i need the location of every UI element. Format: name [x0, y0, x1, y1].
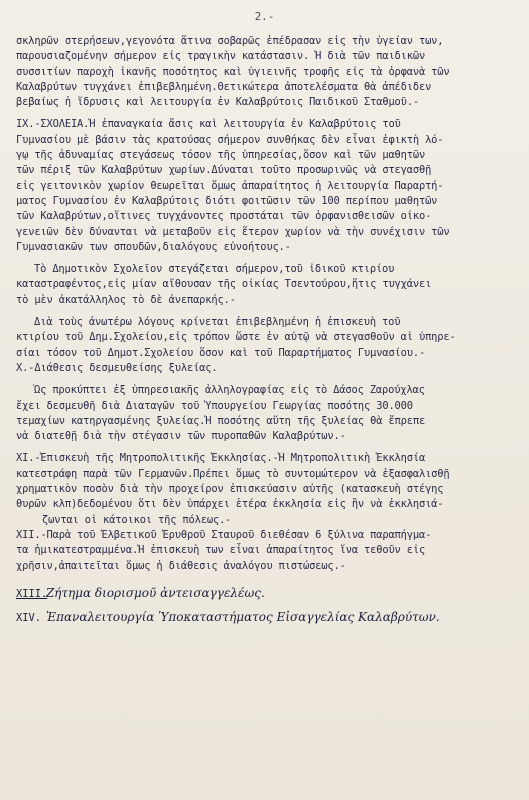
text-line: Διὰ τοὺς ἀνωτέρω λόγους κρίνεται ἐπιβεβλημένη ἡ ἐπισκευὴ τοῦ: [34, 316, 401, 329]
text-line: Τὸ Δημοτικὸν Σχολεῖον στεγάζεται σήμερον,τοῦ ἰδικοῦ κτιρίου: [34, 263, 395, 276]
text-line: τῶν Καλαβρύτων,οἵτινες τυγχάνοντες προστάται τῶν ὀρφανισθεισῶν οἰκο-: [16, 210, 432, 223]
handwritten-text: Ἐπαναλειτουργία Ὑποκαταστήματος Εἰσαγγελίας Καλαβρύτων.: [45, 609, 440, 624]
handwritten-item-14: [16, 605, 522, 629]
text-line: κατεστράφη παρὰ τῶν Γερμανῶν.Πρέπει ὅμως τὸ συντομώτερον νὰ ἐξασφαλισθῇ: [16, 467, 450, 480]
text-line: τὸ μὲν ἀκατάλληλος τὸ δὲ ἀνεπαρκής.-: [16, 293, 236, 306]
handwritten-number: XIII.: [16, 587, 48, 600]
section-heading-timber: X.-Διάθεσις δεσμευθείσης ξυλείας.: [16, 361, 218, 374]
text-line: βεβαίως ἡ ἵδρυσις καὶ λειτουργία ἐν Καλαβρύτοις Παιδικοῦ Σταθμοῦ.-: [16, 96, 419, 109]
text-line: Ὡς προκύπτει ἐξ ὑπηρεσιακῆς ἀλληλογραφίας εἰς τὸ Δάσος Ζαρούχλας: [34, 384, 425, 397]
text-line: εἰς γειτονικὸν χωρίον θεωρεῖται ὅμως ἀπαραίτητος ἡ λειτουργία Παραρτή-: [16, 179, 444, 192]
text-line: παρουσιαζομένην σήμερον εἰς τραγικὴν κατάστασιν. Ἡ διὰ τῶν παιδικῶν: [16, 50, 426, 63]
text-line: Γυμνασιακῶν των σπουδῶν,διαλόγους εὐνοήτους.-: [16, 240, 291, 253]
text-line: τῶν πέριξ τῶν Καλαβρύτων χωρίων.Δύναται τοῦτο προσωρινῶς νὰ στεγασθῇ: [16, 164, 432, 177]
text-line: σίαι τόσον τοῦ Δημοτ.Σχολείου ὅσον καὶ τοῦ Παραρτήματος Γυμνασίου.-: [16, 346, 426, 359]
handwritten-text: Ζήτημα διορισμοῦ ἀντεισαγγελέως.: [45, 585, 265, 600]
text-line: ἔχει δεσμευθῆ διὰ Διαταγῶν τοῦ Ὑπουργείου Γεωργίας ποσότης 30.000: [16, 399, 413, 412]
text-line: τεμαχίων κατηργασμένης ξυλείας.Ἡ ποσότης αὕτη τῆς ξυλείας θὰ ἔπρεπε: [16, 414, 426, 427]
text-line: κτιρίου τοῦ Δημ.Σχολείου,εἰς τρόπον ὥστε ἐν αὐτῷ νὰ στεγασθοῦν αἱ ὑπηρε-: [16, 331, 456, 344]
text-line: γενειῶν δὲν δύνανται νὰ μεταβοῦν εἰς ἕτερον χωρίον νὰ τὴν συνέχισιν τῶν: [16, 225, 450, 238]
handwritten-item-13: [16, 581, 522, 605]
text-line: θυρῶν κλπ)δεδομένου ὅτι δὲν ὑπάρχει ἑτέρα ἐκκλησία εἰς ἣν νὰ ἐκκλησιά-: [16, 498, 444, 511]
text-line: χρηματικὸν ποσὸν διὰ τὴν προχείρον ἐπισκεύασιν αὐτῆς (κατασκευὴ στέγης: [16, 483, 444, 496]
text-line: ματος Γυμνασίου ἐν Καλαβρύτοις διότι φοιτῶσιν τῶν 100 περίπου μαθητῶν: [16, 194, 438, 207]
section-heading-red-cross: XII.-Παρὰ τοῦ Ἑλβετικοῦ Ἐρυθροῦ Σταυροῦ διεθέσαν 6 ξύλινα παραπήγμα-: [16, 528, 432, 541]
text-line: καταστραφέντος,εἰς μίαν αἴθουσαν τῆς οἰκίας Τσεντούρου,ἥτις τυγχάνει: [16, 278, 432, 291]
text-line: Γυμνασίου μὲ βάσιν τὰς κρατούσας σήμερον συνθήκας δὲν εἶναι ἐφικτὴ λό-: [16, 133, 444, 146]
text-line: σκληρῶν στερήσεων,γεγονότα ἅτινα σοβαρῶς ἐπέδρασαν εἰς τὴν ὑγείαν των,: [16, 35, 444, 47]
handwritten-number: XIV.: [16, 611, 42, 624]
text-line: συσσιτίων παροχὴ ἱκανῆς ποσότητος καὶ ὑγιεινῆς τροφῆς εἰς τὰ ὀρφανὰ τῶν: [16, 65, 450, 78]
section-heading-schools: IX.-ΣΧΟΛΕΙΑ.Ἡ ἐπαναγκαία ἄσις καὶ λειτουργία ἐν Καλαβρύτοις τοῦ: [16, 118, 401, 131]
text-line: χρῆσιν,ἀπαιτεῖται ὅμως ἡ διάθεσις ἀναλόγου πιστώσεως.-: [16, 559, 346, 572]
page-number: 2.-: [254, 10, 275, 23]
text-line: τα ἡμικατεστραμμένα.Ἡ ἐπισκευὴ των εἶναι ἀπαραίτητος ἵνα τεθοῦν εἰς: [16, 544, 426, 557]
text-line: νὰ διατεθῇ διὰ τὴν στέγασιν τῶν πυροπαθῶν Καλαβρύτων.-: [16, 430, 346, 443]
typewritten-text: [16, 34, 522, 629]
text-line: Καλαβρύτων τυγχάνει ἐπιβεβλημένη.Θετικώτερα ἀποτελέσματα θὰ ἀπέδιδεν: [16, 80, 432, 93]
section-heading-church: XI.-Ἐπισκευὴ τῆς Μητροπολιτικῆς Ἐκκλησίας.-Ἡ Μητροπολιτικὴ Ἐκκλησία: [16, 452, 426, 465]
text-line: ζωνται οἱ κάτοικοι τῆς πόλεως.-: [42, 513, 232, 526]
text-line: γῳ τῆς ἀδυναμίας στεγάσεως τόσον τῆς ὑπηρεσίας,ὅσον καὶ τῶν μαθητῶν: [16, 149, 426, 162]
